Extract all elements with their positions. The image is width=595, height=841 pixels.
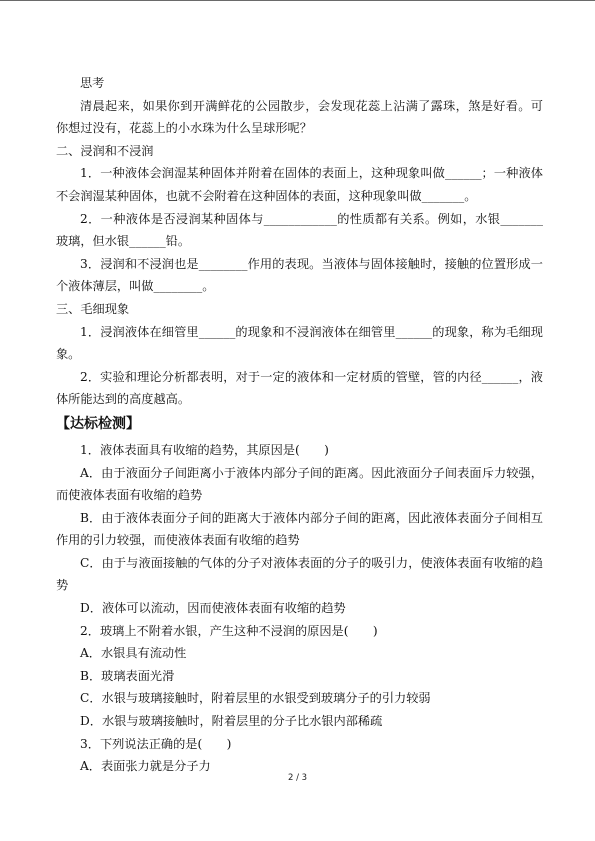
question-2-option-c: C．水银与玻璃接触时，附着层里的水银受到玻璃分子的引力较弱 (80, 691, 431, 706)
wetting-item-1: 1．一种液体会润湿某种固体并附着在固体的表面上，这种现象叫做______；一种液体不会润湿某种固体，也就不会附着在这种固体的表面，这种现象叫做_______。 (56, 166, 543, 203)
section-heading-capillary: 三、毛细现象 (56, 301, 130, 316)
think-label: 思考 (80, 76, 105, 90)
document-body (56, 72, 543, 778)
question-1-option-a: A．由于液面分子间距离小于液体内部分子间的距离。因此液面分子间表面斥力较强，而使液体表面有收缩的趋势 (56, 465, 543, 503)
question-1-option-b: B．由于液体表面分子间的距离大于液体内部分子间的距离，因此液体表面分子间相互作用的引力较强，而使液体表面有收缩的趋势 (56, 510, 543, 548)
question-2-option-a: A．水银具有流动性 (80, 646, 187, 661)
question-1-option-c: C．由于与液面接触的气体的分子对液体表面的分子的吸引力，使液体表面有收缩的趋势 (56, 555, 543, 593)
question-1: 1．液体表面具有收缩的趋势，其原因是( ) (80, 442, 329, 457)
capillary-item-2: 2．实验和理论分析都表明，对于一定的液体和一定材质的管壁，管的内径______，液体所能达到的高度越高。 (56, 369, 543, 407)
question-2-option-b: B．玻璃表面光滑 (80, 668, 175, 683)
question-3: 3．下列说法正确的是( ) (80, 736, 232, 751)
section-heading-wetting: 二、浸润和不浸润 (56, 143, 154, 158)
wetting-item-2: 2．一种液体是否浸润某种固体与____________的性质都有关系。例如，水银_______玻璃，但水银______铅。 (56, 211, 543, 249)
capillary-item-1: 1．浸润液体在细管里______的现象和不浸润液体在细管里______的现象，称为毛细现象。 (56, 324, 543, 362)
question-3-option-a: A．表面张力就是分子力 (80, 759, 211, 774)
page-number: 2 / 3 (287, 773, 308, 783)
think-paragraph: 清晨起来，如果你到开满鲜花的公园散步，会发现花蕊上沾满了露珠，煞是好看。可你想过没有，花蕊上的小水珠为什么呈球形呢？ (56, 98, 543, 136)
wetting-item-3: 3．浸润和不浸润也是________作用的表现。当液体与固体接触时，接触的位置形成一个液体薄层，叫做________。 (56, 256, 543, 294)
top-rule (0, 0, 595, 1)
question-1-option-d: D．液体可以流动，因而使液体表面有收缩的趋势 (80, 601, 346, 616)
assessment-heading: 【达标检测】 (56, 415, 140, 432)
question-2: 2．玻璃上不附着水银，产生这种不浸润的原因是( ) (80, 623, 378, 638)
question-2-option-d: D．水银与玻璃接触时，附着层里的分子比水银内部稀疏 (80, 714, 383, 729)
